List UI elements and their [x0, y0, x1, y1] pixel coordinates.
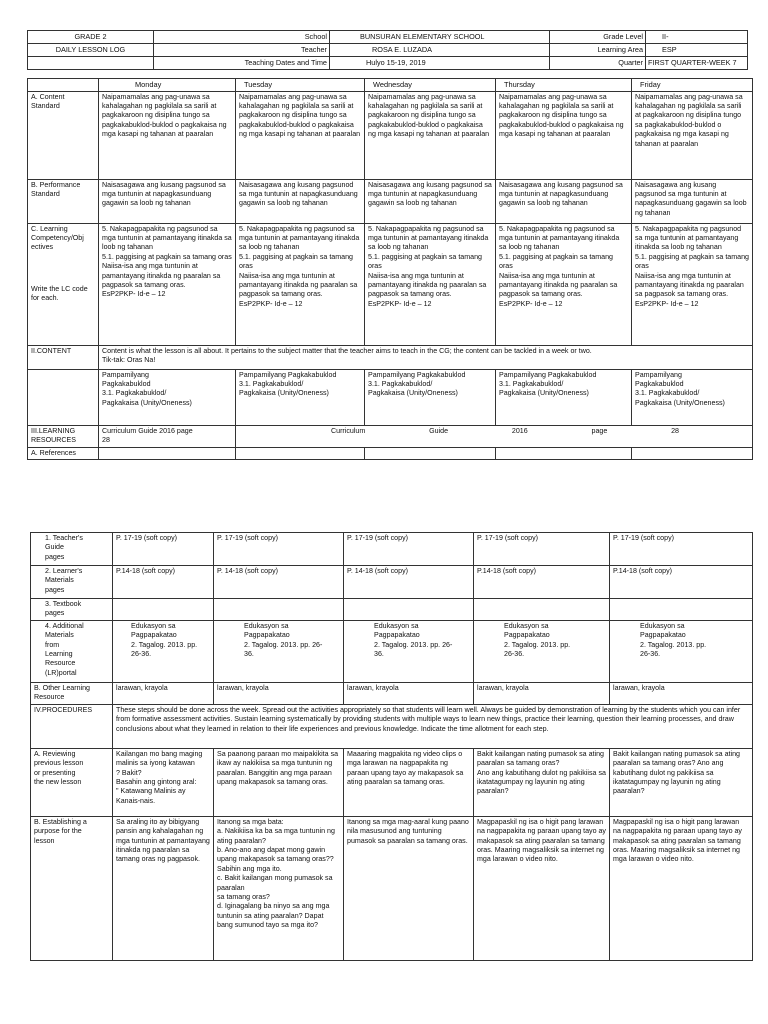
content-cell: Pampamilyang Pagkakabuklod 3.1. Pagkakabuklod/ Pagkakaisa (Unity/Oneness) — [365, 369, 496, 425]
other-resources-cell: larawan, krayola — [113, 683, 214, 705]
content-standard-cell: Naipamamalas ang pag-unawa sa kahalagahan ng pagkilala sa sarili at pagkakaroon ng disiplina tungo sa pagkakabuklod-buklod o pagkakaisa ng mga kasapi ng tahanan at paaralan — [99, 91, 236, 179]
procedures-label: IV.PROCEDURES — [31, 705, 113, 749]
performance-standard-cell: Naisasagawa ang kusang pagsunod sa mga tuntunin at napagkasunduang gagawin sa loob ng tahanan — [99, 179, 236, 223]
learning-resources-label: III.LEARNING RESOURCES — [28, 425, 99, 447]
learning-area-value: ESP — [646, 44, 748, 57]
learning-resources-monday: Curriculum Guide 2016 page 28 — [99, 425, 236, 447]
learning-area-label: Learning Area — [550, 44, 646, 57]
quarter-label: Quarter — [550, 57, 646, 70]
grade-level-value: II- — [646, 31, 748, 44]
day-monday: Monday — [99, 79, 236, 92]
learners-materials-label: 2. Learner's Materials pages — [31, 566, 113, 599]
learners-materials-cell: P.14-18 (soft copy) — [113, 566, 214, 599]
performance-standard-cell: Naisasagawa ang kusang pagsunod sa mga tuntunin at napagkasunduang gagawin sa loob ng tahanan — [496, 179, 632, 223]
additional-materials-cell: Edukasyon sa Pagpapakatao 2. Tagalog. 2013. pp. 26-36. — [474, 621, 610, 683]
teachers-guide-cell: P. 17-19 (soft copy) — [113, 533, 214, 566]
content-standard-cell: Naipamamalas ang pag-unawa sa kahalagahan ng pagkilala sa sarili at pagkakaroon ng disiplina tungo sa pagkakabuklod-buklod o pagkakaisa ng mga kasapi ng tahanan at paaralan — [236, 91, 365, 179]
grade-level-label: Grade Level — [550, 31, 646, 44]
content-label: II.CONTENT — [28, 345, 99, 369]
performance-standard-cell: Naisasagawa ang kusang pagsunod sa mga tuntunin at napagkasunduang gagawin sa loob ng tahanan — [632, 179, 753, 223]
additional-materials-label: 4. Additional Materials from Learning Resource (LR)portal — [31, 621, 113, 683]
competency-cell: 5. Nakapagpapakita ng pagsunod sa mga tuntunin at pamantayang itinakda sa loob ng tahanan 5.1. paggising at pagkain sa tamang oras Naiisa-isa ang mga tuntunin at pamantayang itinakda ng paaralan sa pagpasok sa tamang oras. EsP2PKP- Id-e – 12 — [236, 223, 365, 345]
grade-title: GRADE 2 — [28, 31, 154, 44]
blank-cell — [474, 599, 610, 621]
quarter-value: FIRST QUARTER-WEEK 7 — [646, 57, 748, 70]
content-standard-label: A. Content Standard — [28, 91, 99, 179]
day-wednesday: Wednesday — [365, 79, 496, 92]
learners-materials-cell: P.14-18 (soft copy) — [610, 566, 753, 599]
other-resources-cell: larawan, krayola — [214, 683, 344, 705]
learning-resources-cg — [236, 425, 753, 447]
teachers-guide-cell: P. 17-19 (soft copy) — [474, 533, 610, 566]
content-standard-cell: Naipamamalas ang pag-unawa sa kahalagahan ng pagkilala sa sarili at pagkakaroon ng disiplina tungo sa pagkakabuklod-buklod o pagkakaisa ng mga kasapi ng tahanan at paaralan — [496, 91, 632, 179]
reviewing-cell: Bakit kailangan nating pumasok sa ating paaralan sa tamang oras? Ano ang kabutihang dulot ng pakikiisa sa ikatatagumpay ng layunin ng ating paaralan? — [610, 749, 753, 817]
header-table — [27, 30, 748, 70]
performance-standard-label: B. Performance Standard — [28, 179, 99, 223]
school-value: BUNSURAN ELEMENTARY SCHOOL — [330, 31, 550, 44]
blank-cell — [99, 447, 236, 459]
competency-cell: 5. Nakapagpapakita ng pagsunod sa mga tuntunin at pamantayang itinakda sa loob ng tahanan 5.1. paggising at pagkain sa tamang oras Naiisa-isa ang mga tuntunin at pamantayang itinakda ng paaralan sa pagpasok sa tamang oras. EsP2PKP- Id-e – 12 — [496, 223, 632, 345]
content-cell: Pampamilyang Pagkakabuklod 3.1. Pagkakabuklod/ Pagkakaisa (Unity/Oneness) — [632, 369, 753, 425]
content-cell: Pampamilyang Pagkakabuklod 3.1. Pagkakabuklod/ Pagkakaisa (Unity/Oneness) — [99, 369, 236, 425]
competency-cell: 5. Nakapagpapakita ng pagsunod sa mga tuntunin at pamantayang itinakda sa loob ng tahanan 5.1. paggising at pagkain sa tamang oras Naiisa-isa ang mga tuntunin at pamantayang itinakda ng paaralan sa pagpasok sa tamang oras. EsP2PKP- Id-e – 12 — [99, 223, 236, 345]
blank-cell — [496, 447, 632, 459]
establishing-cell: Magpapaskil ng isa o higit pang larawan na nagpapakita ng paraan upang tayo ay makapasok sa ating paaralan sa tamang oras. Maaring magsaliksik sa internet ng mga larawan o video nito. — [610, 817, 753, 961]
establishing-cell: Itanong sa mga bata: a. Nakikiisa ka ba sa mga tuntunin ng ating paaralan? b. Ano-ano ang dapat mong gawin upang makapasok sa tamang oras?? Sabihin ang mga ito. c. Bakit kailangan mong pumasok sa paaralan sa tamang oras? d. Iginagalang ba ninyo sa ang mga tuntunin sa ating paaralan? Dapat bang sumunod tayo sa mga ito? — [214, 817, 344, 961]
establishing-cell: Sa araling ito ay bibigyang pansin ang kahalagahan ng mga tuntunin at pamantayang itinakda ng paaralan sa tamang oras ng pagpasok. — [113, 817, 214, 961]
content-standard-cell: Naipamamalas ang pag-unawa sa kahalagahan ng pagkilala sa sarili at pagkakaroon ng disiplina tungo sa pagkakabuklod-buklod o pagkakaisa ng mga kasapi ng tahanan at paaralan — [365, 91, 496, 179]
performance-standard-cell: Naisasagawa ang kusang pagsunod sa mga tuntunin at napagkasunduang gagawin sa loob ng tahanan — [365, 179, 496, 223]
other-resources-cell: larawan, krayola — [474, 683, 610, 705]
additional-materials-cell: Edukasyon sa Pagpapakatao 2. Tagalog. 2013. pp. 26- 36. — [214, 621, 344, 683]
reviewing-label: A. Reviewing previous lesson or presenting the new lesson — [31, 749, 113, 817]
cg-word: 28 — [671, 426, 679, 435]
blank-cell — [28, 369, 99, 425]
other-resources-cell: larawan, krayola — [610, 683, 753, 705]
lc-code-note: Write the LC code for each. — [31, 284, 88, 303]
learners-materials-cell: P.14-18 (soft copy) — [474, 566, 610, 599]
competency-label-cell — [28, 223, 99, 345]
references-label: A. References — [28, 447, 99, 459]
cg-word: Guide — [429, 426, 449, 435]
establishing-cell: Itanong sa mga mag-aaral kung paano nila masusunod ang tuntuning pumasok sa paaralan sa tamang oras. — [344, 817, 474, 961]
teachers-guide-cell: P. 17-19 (soft copy) — [344, 533, 474, 566]
other-resources-cell: larawan, krayola — [344, 683, 474, 705]
blank-cell — [365, 447, 496, 459]
day-friday: Friday — [632, 79, 753, 92]
procedures-note: These steps should be done across the week. Spread out the activities appropriately so that students will learn well. Always be guided by demonstration of learning by the students which you can infer from formative assessment activities. Sustain learning systematically by providing students with multiple ways to learn new things, practice their learning, question their learning processes, and draw conclusions about what they learned in relation to their life experiences and previous knowledge. Indicate the time allotment for each step. — [113, 705, 753, 749]
lesson-table-top — [27, 78, 753, 460]
additional-materials-cell: Edukasyon sa Pagpapakatao 2. Tagalog. 2013. pp. 26-36. — [610, 621, 753, 683]
day-tuesday: Tuesday — [236, 79, 365, 92]
reviewing-cell: Kailangan mo bang maging malinis sa iyong katawan ? Bakit? Basahin ang gintong aral: " Katawang Malinis ay Kanais-nais. — [113, 749, 214, 817]
learners-materials-cell: P. 14-18 (soft copy) — [214, 566, 344, 599]
establishing-cell: Magpapaskil ng isa o higit pang larawan na nagpapakita ng paraan upang tayo ay makapasok sa ating paaralan sa tamang oras. Maaring magsaliksik sa internet ng mga larawan o video nito. — [474, 817, 610, 961]
dates-value: Hulyo 15-19, 2019 — [330, 57, 550, 70]
teachers-guide-label: 1. Teacher's Guide pages — [31, 533, 113, 566]
content-cell: Pampamilyang Pagkakabuklod 3.1. Pagkakabuklod/ Pagkakaisa (Unity/Oneness) — [496, 369, 632, 425]
reviewing-cell: Sa paanong paraan mo maipakikita sa ikaw ay nakikiisa sa mga tuntunin ng paaralan. Banggitin ang mga paraan upang makapasok sa tamang oras. — [214, 749, 344, 817]
competency-cell: 5. Nakapagpapakita ng pagsunod sa mga tuntunin at pamantayang itinakda sa loob ng tahanan 5.1. paggising at pagkain sa tamang oras Naiisa-isa ang mga tuntunin at pamantayang itinakda ng paaralan sa pagpasok sa tamang oras. EsP2PKP- Id-e – 12 — [365, 223, 496, 345]
reviewing-cell: Bakit kailangan nating pumasok sa ating paaralan sa tamang oras? Ano ang kabutihang dulot ng pakikiisa sa ikatatagumpay ng layunin ng ating paaralan? — [474, 749, 610, 817]
textbook-label: 3. Textbook pages — [31, 599, 113, 621]
content-note: Content is what the lesson is all about. It pertains to the subject matter that the teacher aims to teach in the CG; the content can be tackled in a week or two. Tik-tak: Oras Na! — [99, 345, 753, 369]
blank-cell — [632, 447, 753, 459]
dates-label: Teaching Dates and Time — [154, 57, 330, 70]
competency-cell: 5. Nakapagpapakita ng pagsunod sa mga tuntunin at pamantayang itinakda sa loob ng tahanan 5.1. paggising at pagkain sa tamang oras Naiisa-isa ang mga tuntunin at pamantayang itinakda ng paaralan sa pagpasok sa tamang oras. EsP2PKP- Id-e – 12 — [632, 223, 753, 345]
blank-cell — [344, 599, 474, 621]
reviewing-cell: Maaaring magpakita ng video clips o mga larawan na nagpapakita ng paraan upang tayo ay makapasok sa ating paaralan sa tamang oras. — [344, 749, 474, 817]
cg-word: Curriculum — [331, 426, 366, 435]
lesson-table-bottom — [30, 532, 753, 961]
learners-materials-cell: P. 14-18 (soft copy) — [344, 566, 474, 599]
performance-standard-cell: Naisasagawa ang kusang pagsunod sa mga tuntunin at napagkasunduang gagawin sa loob ng tahanan — [236, 179, 365, 223]
teacher-value: ROSA E. LUZADA — [330, 44, 550, 57]
blank-cell — [28, 57, 154, 70]
additional-materials-cell: Edukasyon sa Pagpapakatao 2. Tagalog. 2013. pp. 26- 36. — [344, 621, 474, 683]
school-label: School — [154, 31, 330, 44]
corner-cell — [28, 79, 99, 92]
content-standard-cell: Naipamamalas ang pag-unawa sa kahalagahan ng pagkilala sa sarili at pagkakaroon ng disiplina tungo sa pagkakabuklod-buklod o pagkakaisa ng mga kasapi ng tahanan at paaralan — [632, 91, 753, 179]
day-thursday: Thursday — [496, 79, 632, 92]
log-title: DAILY LESSON LOG — [28, 44, 154, 57]
content-cell: Pampamilyang Pagkakabuklod 3.1. Pagkakabuklod/ Pagkakaisa (Unity/Oneness) — [236, 369, 365, 425]
blank-cell — [113, 599, 214, 621]
competency-label: C. Learning Competency/Obj ectives — [31, 224, 84, 252]
cg-word: page — [591, 426, 608, 435]
blank-cell — [236, 447, 365, 459]
other-resources-label: B. Other Learning Resource — [31, 683, 113, 705]
teachers-guide-cell: P. 17-19 (soft copy) — [214, 533, 344, 566]
blank-cell — [610, 599, 753, 621]
blank-cell — [214, 599, 344, 621]
cg-word: 2016 — [511, 426, 528, 435]
teacher-label: Teacher — [154, 44, 330, 57]
teachers-guide-cell: P. 17-19 (soft copy) — [610, 533, 753, 566]
additional-materials-cell: Edukasyon sa Pagpapakatao 2. Tagalog. 2013. pp. 26-36. — [113, 621, 214, 683]
establishing-label: B. Establishing a purpose for the lesson — [31, 817, 113, 961]
